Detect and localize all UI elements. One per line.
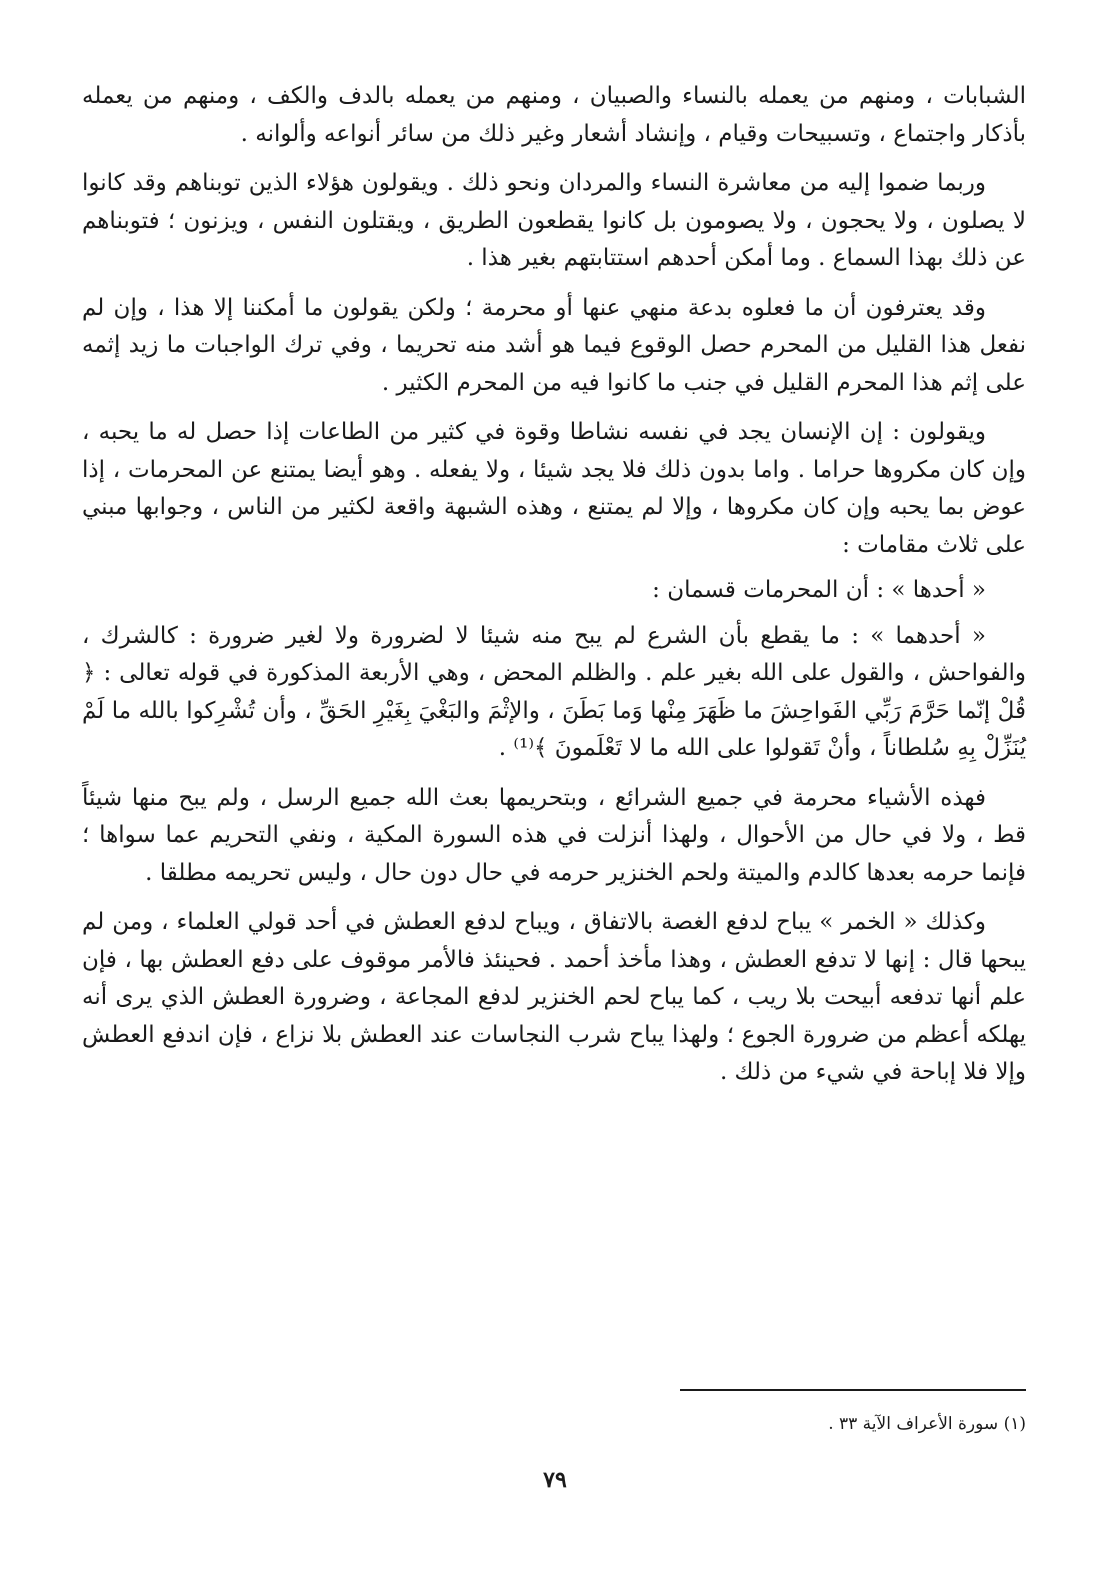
paragraph-5: « أحدها » : أن المحرمات قسمان : — [652, 577, 986, 603]
paragraph-8: وكذلك « الخمر » يباح لدفع الغصة بالاتفاق ، ويباح لدفع العطش في أحد قولي العلماء ، ومن لم يبحها قال : إنها لا تدفع العطش ، وهذا مأخذ أحمد . فحينئذ فالأمر موقوف على دفع العطش بها ، فإن علم أنها تدفعه أبيحت بلا ريب ، كما يباح لحم الخنزير لدفع المجاعة ، وضرورة العطش الذي يرى أنه يهلكه أعظم من ضرورة الجوع ؛ ولهذا يباح شرب النجاسات عند العطش بلا نزاع ، فإن اندفع العطش وإلا فلا إباحة في شيء من ذلك . — [82, 909, 1026, 1085]
paragraph-6: « أحدهما » : ما يقطع بأن الشرع لم يبح منه شيئا لا لضرورة ولا لغير ضرورة : كالشرك ، والفواحش ، والقول على الله بغير علم . والظلم المحض ، وهي الأربعة المذكورة في قوله تعالى : ﴿ قُلْ إنّما حَرَّمَ رَبِّي الفَواحِشَ ما ظَهَرَ مِنْها وَما بَطَنَ ، والإثْمَ والبَغْيَ بِغَيْرِ الحَقِّ ، وأن تُشْرِكوا بالله ما لَمْ يُنَزِّلْ بِهِ سُلطاناً ، وأنْ تَقولوا على الله ما لا تَعْلَمونَ ﴾⁽¹⁾ . — [82, 622, 1026, 761]
paragraph-2: وربما ضموا إليه من معاشرة النساء والمردان ونحو ذلك . ويقولون هؤلاء الذين توبناهم وقد كانوا لا يصلون ، ولا يحجون ، ولا يصومون بل كانوا يقطعون الطريق ، ويقتلون النفس ، ويزنون ؛ فتوبناهم عن ذلك بهذا السماع . وما أمكن أحدهم استتابتهم بغير هذا . — [82, 170, 1026, 271]
paragraph-3: وقد يعترفون أن ما فعلوه بدعة منهي عنها أو محرمة ؛ ولكن يقولون ما أمكننا إلا هذا ، وإن لم نفعل هذا القليل من المحرم حصل الوقوع فيما هو أشد منه تحريما ، وفي ترك الواجبات ما زيد إثمه على إثم هذا المحرم القليل في جنب ما كانوا فيه من المحرم الكثير . — [82, 294, 1026, 396]
body-text — [82, 78, 1026, 1104]
footnote-divider — [680, 1389, 1026, 1391]
paragraph-4: ويقولون : إن الإنسان يجد في نفسه نشاطا وقوة في كثير من الطاعات إذا حصل له ما يحبه ، وإن كان مكروها حراما . واما بدون ذلك فلا يجد شيئا ، ولا يفعله . وهو أيضا يمتنع عن المحرمات ، إذا عوض بما يحبه وإن كان مكروها ، وإلا لم يمتنع ، وهذه الشبهة واقعة لكثير من الناس ، وجوابها مبني على ثلاث مقامات : — [82, 419, 1026, 558]
page-number: ٧٩ — [543, 1467, 567, 1493]
paragraph-1: الشبابات ، ومنهم من يعمله بالنساء والصبيان ، ومنهم من يعمله بالدف والكف ، ومنهم من يعمله بأذكار واجتماع ، وتسبيحات وقيام ، وإنشاد أشعار وغير ذلك من سائر أنواعه وألوانه . — [82, 83, 1026, 147]
paragraph-7: فهذه الأشياء محرمة في جميع الشرائع ، وبتحريمها بعث الله جميع الرسل ، ولم يبح منها شيئاً قط ، ولا في حال من الأحوال ، ولهذا أنزلت في هذه السورة المكية ، ونفي التحريم عما سواها ؛ فإنما حرمه بعدها كالدم والميتة ولحم الخنزير حرمه في حال دون حال ، وليس تحريمه مطلقا . — [82, 784, 1026, 886]
footnote: (١) سورة الأعراف الآية ٣٣ . — [828, 1414, 1026, 1434]
